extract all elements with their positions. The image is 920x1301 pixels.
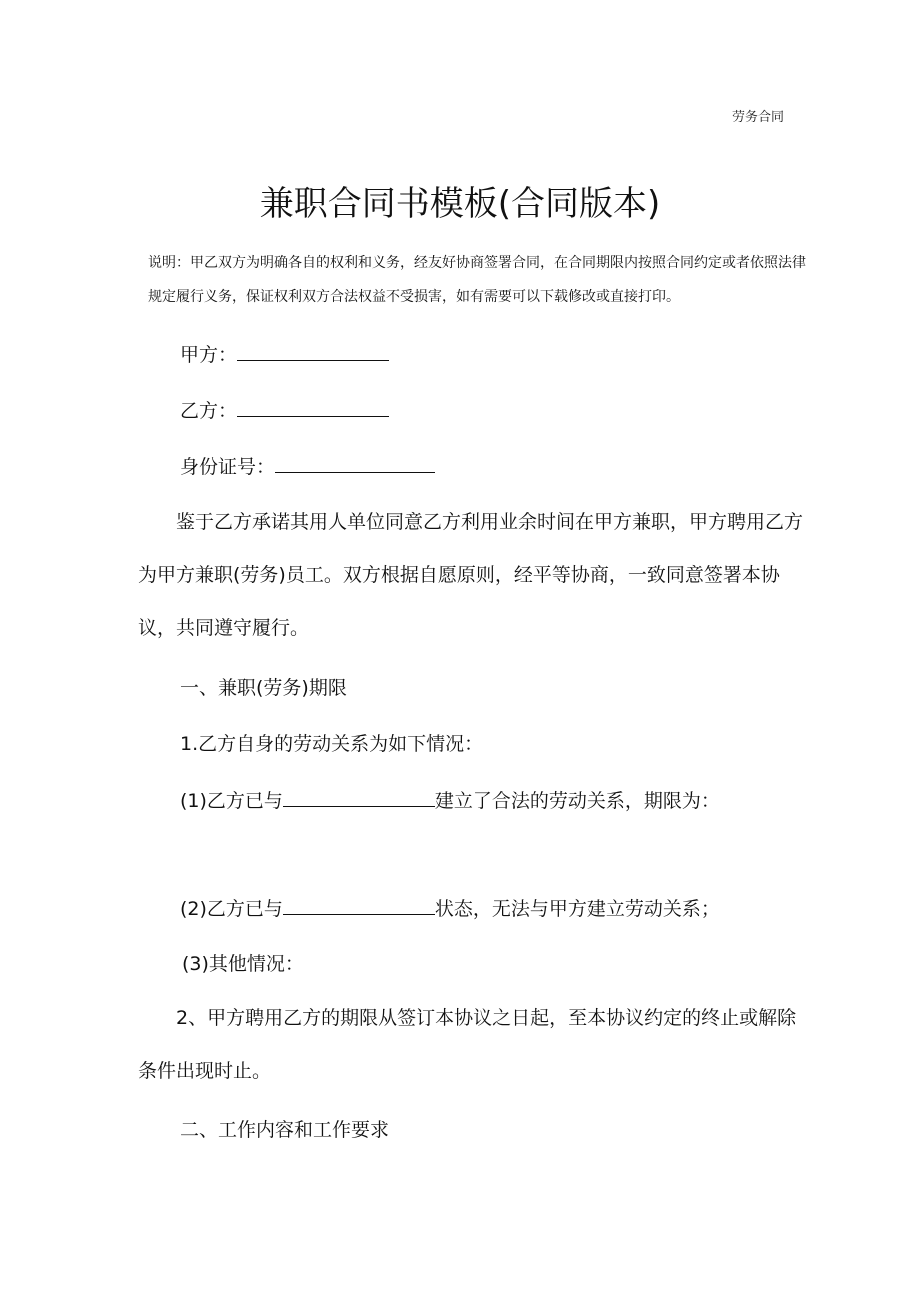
party-b-label: 乙方： xyxy=(180,400,238,422)
header-tag: 劳务合同 xyxy=(731,110,784,125)
sub2-suffix: 状态，无法与甲方建立劳动关系； xyxy=(434,898,720,920)
party-a-line xyxy=(180,340,389,369)
sub1-prefix: (1)乙方已与 xyxy=(180,790,283,812)
instructions-note: 说明：甲乙双方为明确各自的权利和义务，经友好协商签署合同，在合同期限内按照合同约定或者依照法律规定履行义务，保证权利双方合法权益不受损害，如有需要可以下载修改或直接打印。 xyxy=(148,255,806,305)
document-title: 兼职合同书模板(合同版本) xyxy=(259,184,661,224)
section1-item1: 1.乙方自身的劳动关系为如下情况： xyxy=(180,733,484,755)
id-number-blank xyxy=(275,452,435,473)
section1-item2: 2、甲方聘用乙方的期限从签订本协议之日起，至本协议约定的终止或解除条件出现时止。 xyxy=(138,1007,797,1082)
sub1-blank xyxy=(283,786,435,807)
section1-heading: 一、兼职(劳务)期限 xyxy=(180,677,347,699)
sub2-prefix: (2)乙方已与 xyxy=(180,898,283,920)
id-number-label: 身份证号： xyxy=(180,456,276,478)
party-b-line xyxy=(180,396,389,425)
sub1-suffix: 建立了合法的劳动关系，期限为： xyxy=(434,790,720,812)
intro-paragraph: 鉴于乙方承诺其用人单位同意乙方利用业余时间在甲方兼职，甲方聘用乙方为甲方兼职(劳务)员工。双方根据自愿原则，经平等协商，一致同意签署本协议，共同遵守履行。 xyxy=(138,511,804,639)
id-number-line xyxy=(180,452,435,481)
section2-heading: 二、工作内容和工作要求 xyxy=(180,1119,390,1141)
party-b-blank xyxy=(237,396,389,417)
party-a-label: 甲方： xyxy=(180,344,238,366)
sub2-blank xyxy=(283,894,435,915)
section1-sub2 xyxy=(180,894,720,923)
section1-sub3: (3)其他情况： xyxy=(182,953,304,975)
party-a-blank xyxy=(237,340,389,361)
section1-sub1 xyxy=(180,786,720,815)
